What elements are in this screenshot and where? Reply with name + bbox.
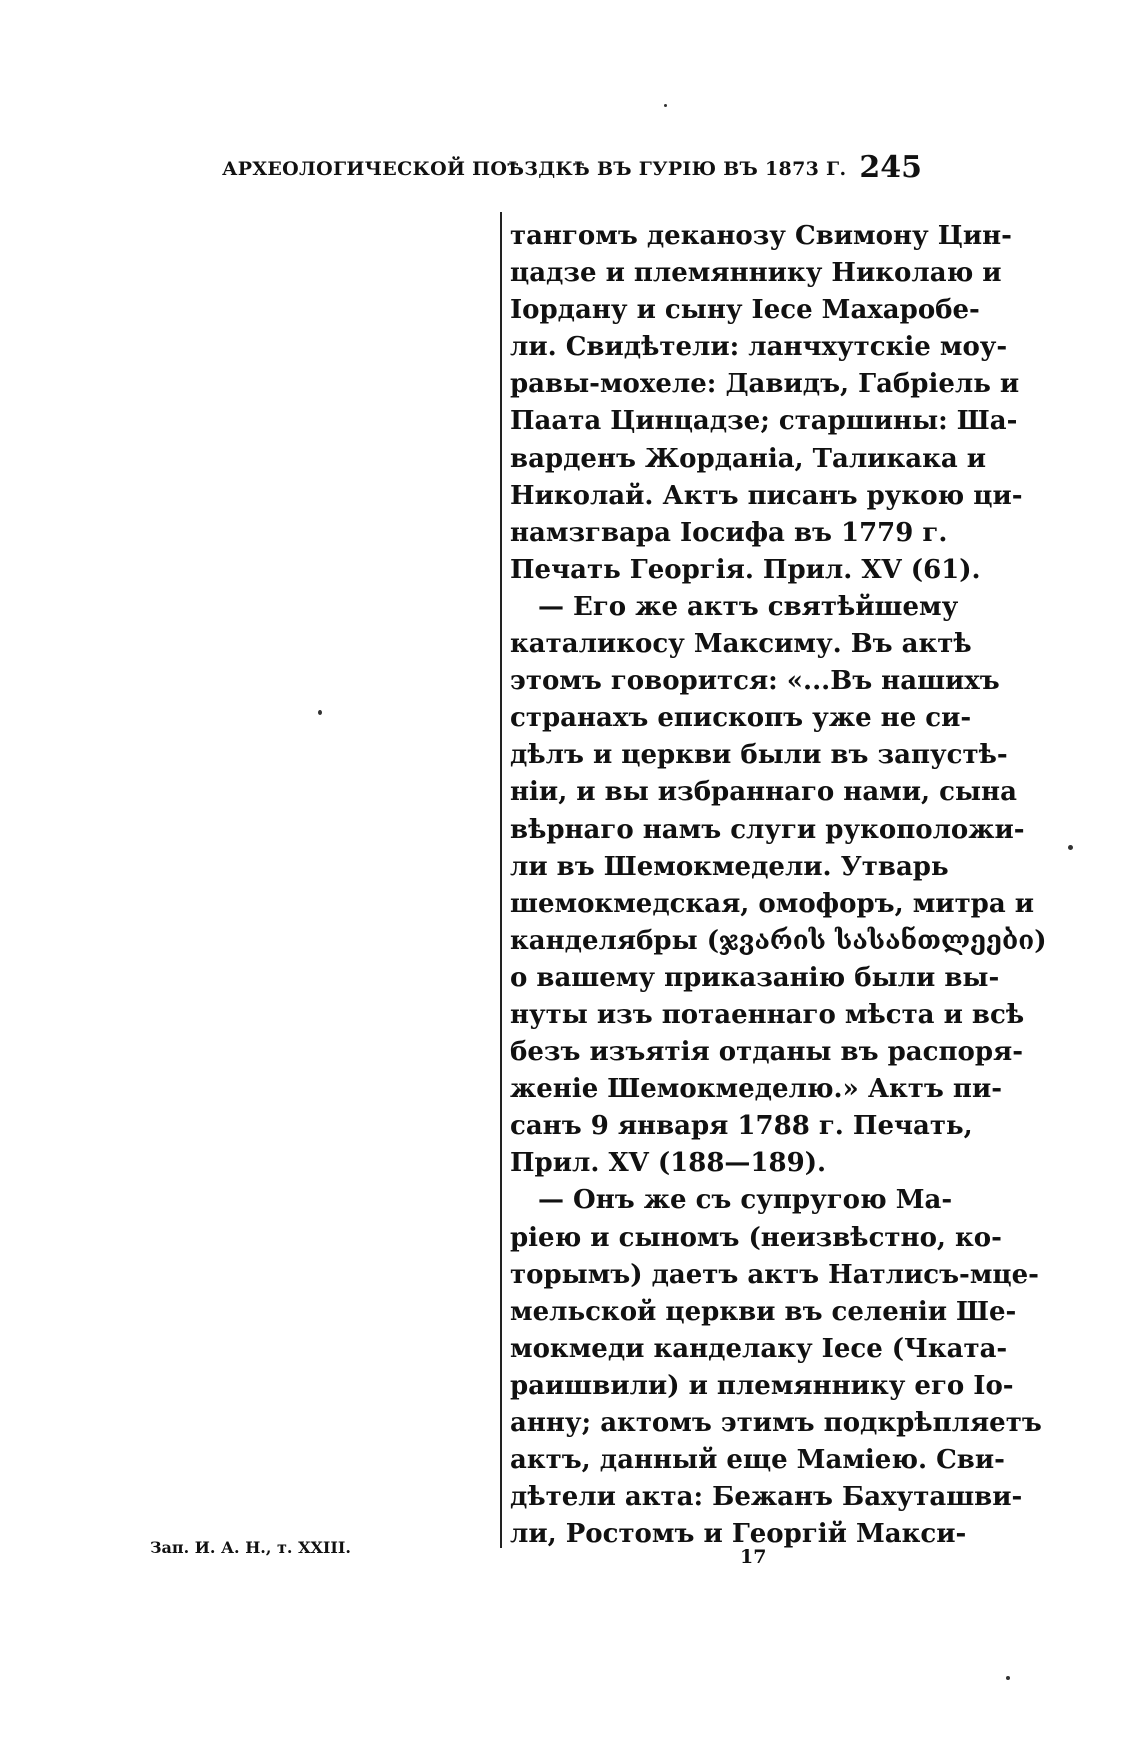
text-column: [510, 218, 1047, 1553]
text-line: этомъ говорится: «...Въ нашихъ: [510, 666, 1000, 697]
text-line: — Его же актъ святѣйшему: [538, 591, 959, 622]
footer-sheet-number: 17: [740, 1546, 767, 1568]
running-header: [222, 150, 922, 190]
text-line: раишвили) и племяннику его Іо-: [510, 1370, 1014, 1401]
text-line: торымъ) даетъ актъ Натлисъ-мце-: [510, 1259, 1039, 1290]
text-line: варденъ Жорданіа, Таликака и: [510, 443, 987, 474]
text-line: анну; актомъ этимъ подкрѣпляетъ: [510, 1408, 1042, 1438]
print-speck: [1068, 845, 1073, 850]
text-line: нуты изъ потаеннаго мѣста и всѣ: [510, 999, 1025, 1030]
text-line: Прил. XV (188—189).: [510, 1148, 827, 1179]
text-line: странахъ епископъ уже не си-: [510, 703, 972, 734]
page-number: 245: [859, 150, 922, 185]
text-line: безъ изъятія отданы въ распоря-: [510, 1037, 1023, 1068]
print-speck: [318, 710, 322, 715]
running-title: АРХЕОЛОГИЧЕСКОЙ ПОѢЗДКѢ ВЪ ГУРІЮ ВЪ 1873 Г.: [222, 158, 847, 180]
text-line: Іордану и сыну Іесе Махаробе-: [510, 295, 980, 326]
text-line: Печать Георгія. Прил. XV (61).: [510, 554, 981, 585]
text-line: дѣтели акта: Бежанъ Бахуташви-: [510, 1482, 1023, 1513]
text-line: ріею и сыномъ (неизвѣстно, ко-: [510, 1222, 1002, 1253]
column-rule: [500, 212, 502, 1548]
text-line: о вашему приказанію были вы-: [510, 962, 1000, 993]
footer-signature: Зап. И. А. Н., т. XXIII.: [150, 1538, 351, 1557]
text-line: ли, Ростомъ и Георгій Макси-: [510, 1519, 967, 1550]
text-line: санъ 9 января 1788 г. Печать,: [510, 1111, 973, 1142]
text-line: ли въ Шемокмедели. Утварь: [510, 851, 949, 882]
text-line: цадзе и племяннику Николаю и: [510, 258, 1002, 289]
print-speck: [1006, 1676, 1010, 1680]
text-line: вѣрнаго намъ слуги рукоположи-: [510, 814, 1025, 845]
text-line: намзгвара Іосифа въ 1779 г.: [510, 517, 948, 548]
text-line: канделябры (ჯვარის სასანთლეები): [510, 925, 1047, 956]
text-line: ніи, и вы избраннаго нами, сына: [510, 777, 1017, 808]
text-line: Николай. Актъ писанъ рукою ци-: [510, 480, 1023, 511]
text-line: — Онъ же съ супругою Ма-: [538, 1185, 953, 1216]
text-line: мокмеди канделаку Іесе (Чката-: [510, 1333, 1008, 1364]
print-speck: [664, 104, 667, 107]
text-line: Паата Цинцадзе; старшины: Ша-: [510, 406, 1018, 437]
text-line: женіе Шемокмеделю.» Актъ пи-: [510, 1074, 1003, 1105]
text-line: каталикосу Максиму. Въ актѣ: [510, 629, 972, 660]
text-line: актъ, данный еще Маміею. Сви-: [510, 1445, 1005, 1476]
text-line: равы-мохеле: Давидъ, Габріель и: [510, 369, 1020, 400]
text-line: тангомъ деканозу Свимону Цин-: [510, 221, 1012, 251]
text-line: ли. Свидѣтели: ланчхутскіе моу-: [510, 332, 1008, 363]
text-line: шемокмедская, омофоръ, митра и: [510, 888, 1035, 919]
text-line: мельской церкви въ селеніи Ше-: [510, 1296, 1017, 1327]
text-line: дѣлъ и церкви были въ запустѣ-: [510, 740, 1008, 771]
